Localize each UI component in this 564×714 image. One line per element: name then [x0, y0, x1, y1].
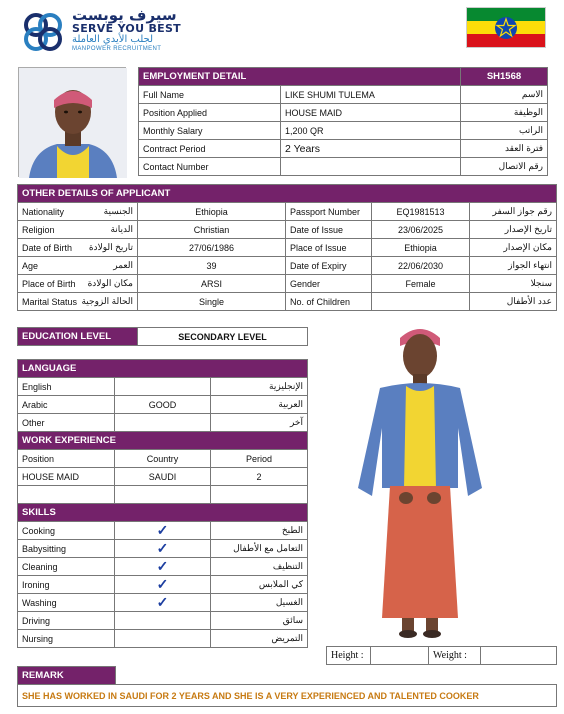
applicant-portrait-photo: [18, 67, 126, 177]
brand-name-en: SERVE YOU BEST: [72, 22, 181, 35]
left-sections-table: [17, 359, 308, 648]
remark-table: [17, 666, 557, 707]
skill-row: [18, 630, 308, 648]
language-row: [18, 378, 308, 396]
nationality-label-ar: الجنسية: [68, 203, 138, 221]
work-header-period: Period: [211, 450, 308, 468]
employment-row-full-name: [139, 86, 548, 104]
position-label-ar: الوظيفة: [461, 104, 548, 122]
brand-logo-icon: [20, 10, 68, 54]
nationality-value: Ethiopia: [138, 203, 286, 221]
height-value: [371, 647, 429, 665]
skill-label: Washing: [18, 594, 115, 612]
position-value: HOUSE MAID: [281, 104, 461, 122]
skill-row: [18, 558, 308, 576]
language-label: Arabic: [18, 396, 115, 414]
dob-label: Date of Birth: [18, 239, 68, 257]
language-label: Other: [18, 414, 115, 432]
contract-value: 2 Years: [281, 140, 461, 158]
marital-value: Single: [138, 293, 286, 311]
passport-label: Passport Number: [286, 203, 372, 221]
skill-label: Nursing: [18, 630, 115, 648]
language-title: LANGUAGE: [18, 360, 308, 378]
contact-value: [281, 158, 461, 176]
remark-text: SHE HAS WORKED IN SAUDI FOR 2 YEARS AND SHE IS A VERY EXPERIENCED AND TALENTED COOKER: [18, 685, 557, 707]
skill-row: [18, 576, 308, 594]
measurements-table: [326, 646, 557, 665]
education-table: [17, 327, 308, 346]
applicant-full-body-photo: [340, 318, 500, 648]
work-position: HOUSE MAID: [18, 468, 115, 486]
children-label: No. of Children: [286, 293, 372, 311]
issue-place-value: Ethiopia: [372, 239, 470, 257]
work-header-row: [18, 450, 308, 468]
skill-label: Babysitting: [18, 540, 115, 558]
language-label-ar: آخر: [211, 414, 308, 432]
work-country: SAUDI: [115, 468, 211, 486]
checkmark-icon: ✓: [156, 576, 169, 592]
skill-label: Cleaning: [18, 558, 115, 576]
employment-detail-table: [138, 67, 548, 176]
applicant-code: SH1568: [461, 68, 548, 86]
work-header-country: Country: [115, 450, 211, 468]
work-row: [18, 486, 308, 504]
checkmark-icon: ✓: [156, 522, 169, 538]
skills-title: SKILLS: [18, 504, 308, 522]
checkmark-icon: ✓: [156, 594, 169, 610]
skill-row: [18, 612, 308, 630]
skill-label-ar: الطبخ: [211, 522, 308, 540]
skill-label-ar: كي الملابس: [211, 576, 308, 594]
weight-label: Weight :: [429, 647, 481, 665]
other-details-table: [17, 184, 557, 311]
dob-label-ar: تاريخ الولادة: [68, 239, 138, 257]
language-value: [115, 378, 211, 396]
birthplace-value: ARSI: [138, 275, 286, 293]
employment-row-position: [139, 104, 548, 122]
employment-detail-title: EMPLOYMENT DETAIL: [139, 68, 461, 86]
other-row: [18, 293, 557, 311]
marital-label: Marital Status: [18, 293, 68, 311]
expiry-value: 22/06/2030: [372, 257, 470, 275]
language-label-ar: العربية: [211, 396, 308, 414]
salary-value: 1,200 QR: [281, 122, 461, 140]
language-row: [18, 396, 308, 414]
salary-label: Monthly Salary: [139, 122, 281, 140]
skill-label-ar: سائق: [211, 612, 308, 630]
religion-label-ar: الديانة: [68, 221, 138, 239]
children-value: [372, 293, 470, 311]
brand-tagline-ar: لجلب الأيدي العاملة: [72, 34, 154, 45]
gender-label: Gender: [286, 275, 372, 293]
passport-value: EQ1981513: [372, 203, 470, 221]
religion-label: Religion: [18, 221, 68, 239]
language-value: [115, 414, 211, 432]
expiry-label: Date of Expiry: [286, 257, 372, 275]
skill-label: Cooking: [18, 522, 115, 540]
other-row: [18, 239, 557, 257]
birthplace-label: Place of Birth: [18, 275, 68, 293]
employment-row-contact: [139, 158, 548, 176]
work-country: [115, 486, 211, 504]
work-period: [211, 486, 308, 504]
issue-place-label: Place of Issue: [286, 239, 372, 257]
education-title: EDUCATION LEVEL: [18, 328, 138, 346]
work-header-position: Position: [18, 450, 115, 468]
issue-date-label: Date of Issue: [286, 221, 372, 239]
ethiopia-flag-icon: [466, 7, 546, 48]
checkmark-icon: ✓: [156, 558, 169, 574]
skill-row: [18, 594, 308, 612]
work-position: [18, 486, 115, 504]
salary-label-ar: الراتب: [461, 122, 548, 140]
full-name-value: LIKE SHUMI TULEMA: [281, 86, 461, 104]
work-period: 2: [211, 468, 308, 486]
height-label: Height :: [327, 647, 371, 665]
language-label: English: [18, 378, 115, 396]
skill-label: Driving: [18, 612, 115, 630]
expiry-label-ar: انتهاء الجواز: [470, 257, 557, 275]
dob-value: 27/06/1986: [138, 239, 286, 257]
age-label-ar: العمر: [68, 257, 138, 275]
brand-tagline-en: MANPOWER RECRUITMENT: [72, 46, 162, 52]
skill-label-ar: التعامل مع الأطفال: [211, 540, 308, 558]
full-name-label: Full Name: [139, 86, 281, 104]
other-row: [18, 221, 557, 239]
skill-row: [18, 540, 308, 558]
skill-label-ar: الغسيل: [211, 594, 308, 612]
age-value: 39: [138, 257, 286, 275]
contract-label-ar: فترة العقد: [461, 140, 548, 158]
marital-label-ar: الحالة الزوجية: [68, 293, 138, 311]
education-value: SECONDARY LEVEL: [138, 328, 308, 346]
gender-label-ar: سنجلا: [470, 275, 557, 293]
brand-name-ar: سيرف يوبست: [72, 6, 177, 24]
contract-label: Contract Period: [139, 140, 281, 158]
other-row: [18, 203, 557, 221]
language-value: GOOD: [115, 396, 211, 414]
checkmark-icon: ✓: [156, 540, 169, 556]
other-row: [18, 257, 557, 275]
full-name-label-ar: الاسم: [461, 86, 548, 104]
remark-title: REMARK: [18, 667, 116, 685]
nationality-label: Nationality: [18, 203, 68, 221]
gender-value: Female: [372, 275, 470, 293]
issue-date-label-ar: تاريخ الإصدار: [470, 221, 557, 239]
other-details-title: OTHER DETAILS OF APPLICANT: [18, 185, 557, 203]
weight-value: [481, 647, 557, 665]
contact-label-ar: رقم الاتصال: [461, 158, 548, 176]
employment-row-contract: [139, 140, 548, 158]
skill-label: Ironing: [18, 576, 115, 594]
other-row: [18, 275, 557, 293]
issue-place-label-ar: مكان الإصدار: [470, 239, 557, 257]
skill-label-ar: التنظيف: [211, 558, 308, 576]
skill-row: [18, 522, 308, 540]
language-row: [18, 414, 308, 432]
work-experience-title: WORK EXPERIENCE: [18, 432, 308, 450]
employment-row-salary: [139, 122, 548, 140]
issue-date-value: 23/06/2025: [372, 221, 470, 239]
age-label: Age: [18, 257, 68, 275]
language-label-ar: الإنجليزية: [211, 378, 308, 396]
birthplace-label-ar: مكان الولادة: [68, 275, 138, 293]
work-row: [18, 468, 308, 486]
passport-label-ar: رقم جواز السفر: [470, 203, 557, 221]
religion-value: Christian: [138, 221, 286, 239]
position-label: Position Applied: [139, 104, 281, 122]
contact-label: Contact Number: [139, 158, 281, 176]
children-label-ar: عدد الأطفال: [470, 293, 557, 311]
skill-label-ar: التمريض: [211, 630, 308, 648]
